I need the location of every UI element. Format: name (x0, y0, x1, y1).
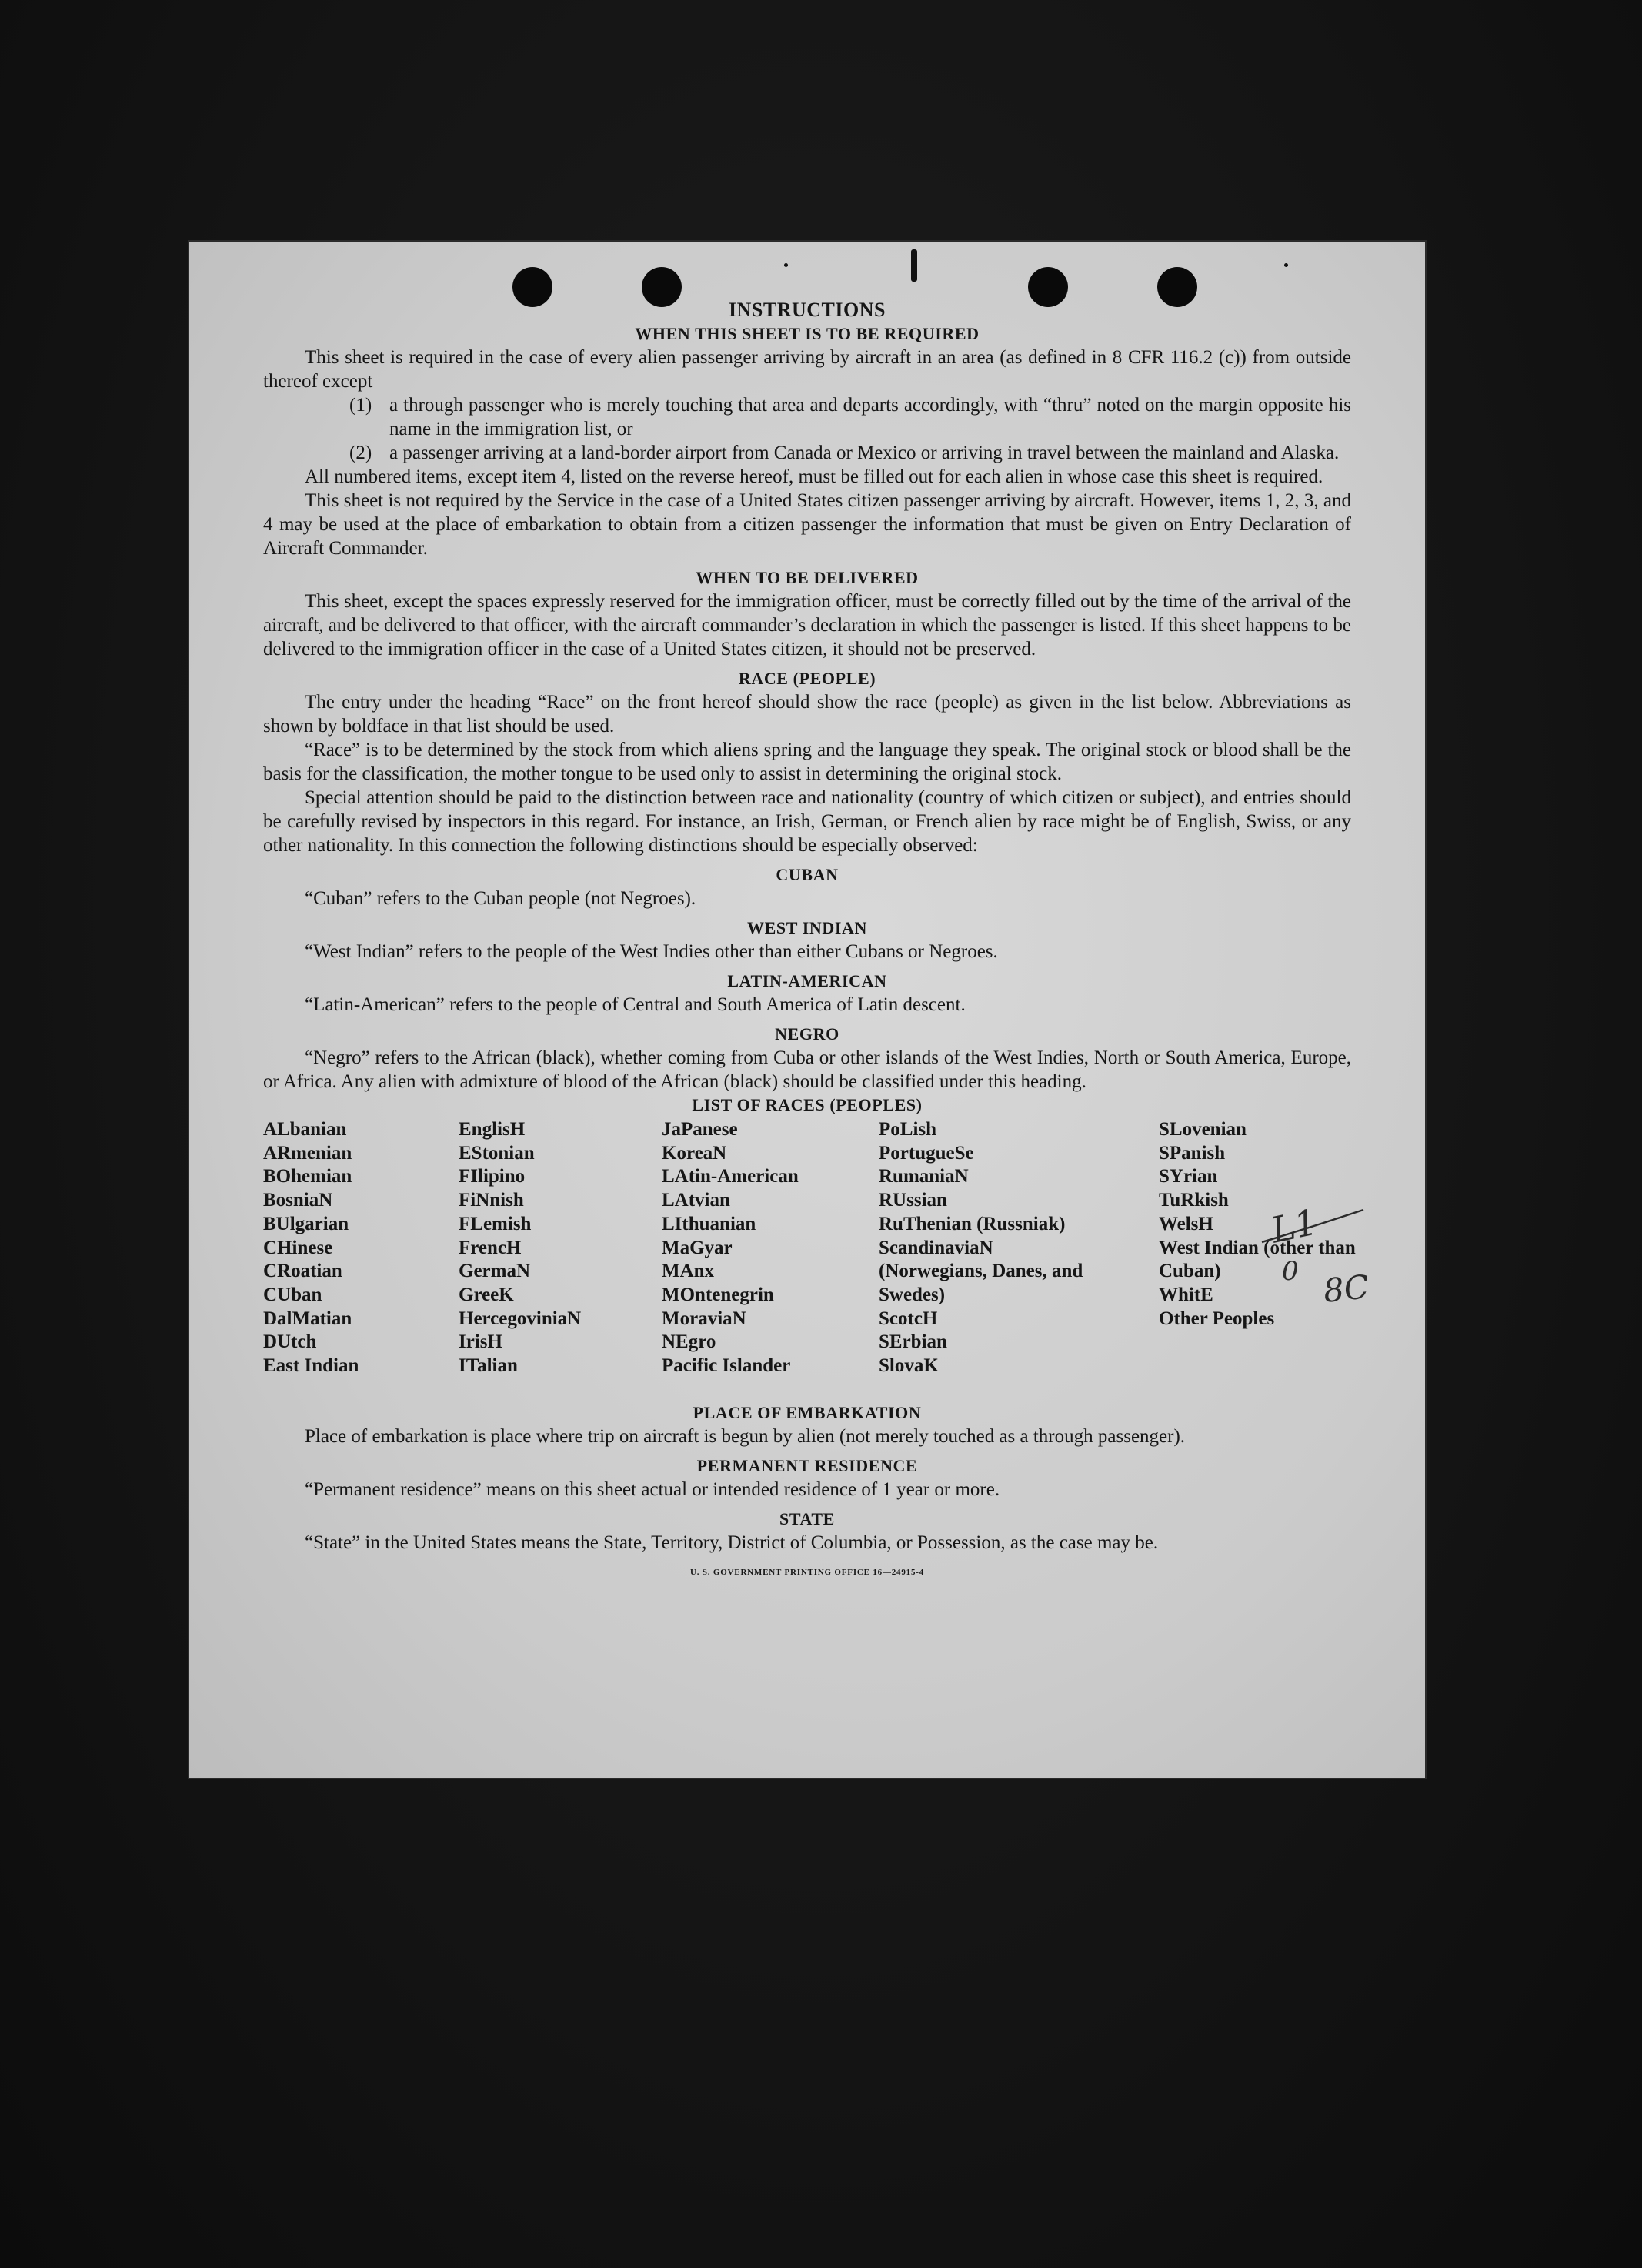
race-entry: Other Peoples (1159, 1308, 1275, 1329)
printing-office-imprint: U. S. GOVERNMENT PRINTING OFFICE 16—24915-4 (689, 1568, 925, 1577)
race-entry: ARmenian (263, 1142, 352, 1164)
race-entry: TuRkish (1159, 1190, 1229, 1211)
race-entry: MoraviaN (662, 1308, 746, 1329)
race-entry: PoLish (879, 1119, 937, 1140)
race-entry: BosniaN (263, 1190, 333, 1211)
paragraph: “Cuban” refers to the Cuban people (not Negroes). (305, 888, 696, 909)
heading-west-indian: WEST INDIAN (747, 918, 867, 937)
heading-negro: NEGRO (775, 1024, 839, 1044)
heading-latin-american: LATIN-AMERICAN (727, 971, 887, 990)
race-entry: IrisH (459, 1331, 502, 1353)
race-entry: KoreaN (662, 1142, 727, 1164)
handwritten-mark: 0 (1282, 1256, 1299, 1287)
race-entry: NEgro (662, 1331, 716, 1353)
race-entry: PortugueSe (879, 1142, 974, 1164)
race-entry: MaGyar (662, 1237, 733, 1258)
race-entry: LAtin-American (662, 1166, 799, 1187)
race-entry: ScotcH (879, 1308, 938, 1329)
item-number: (2) (349, 443, 372, 463)
race-entry: RumaniaN (879, 1166, 969, 1187)
race-entry: LIthuanian (662, 1213, 756, 1234)
race-entry: LAtvian (662, 1190, 730, 1211)
handwritten-stroke (1259, 1204, 1367, 1250)
race-entry: ITalian (459, 1355, 518, 1377)
race-entry: EStonian (459, 1142, 535, 1164)
heading-permanent-residence: PERMANENT RESIDENCE (696, 1456, 918, 1475)
race-entry: FiNnish (459, 1190, 524, 1211)
race-entry: Pacific Islander (662, 1355, 791, 1377)
heading-list-of-races: LIST OF RACES (PEOPLES) (692, 1095, 923, 1114)
instructions-body (263, 297, 1356, 1593)
heading-cuban: CUBAN (776, 865, 839, 884)
races-column (879, 1118, 1102, 1378)
paragraph: This sheet is not required by the Service in the case of a United States citizen passenger arriving by aircraft. However, items 1, 2, 3, and 4 may be used at the place of embarkation to obtain from a citizen passenger the information that must be given on Entry Declaration of Aircraft Commander. (263, 490, 1351, 559)
race-entry: JaPanese (662, 1119, 738, 1140)
document-sheet (189, 242, 1425, 1778)
race-entry: ALbanian (263, 1119, 347, 1140)
race-entry: BUlgarian (263, 1213, 349, 1234)
heading-when-required: WHEN THIS SHEET IS TO BE REQUIRED (635, 324, 980, 343)
item-number: (1) (349, 395, 372, 416)
race-entry: EnglisH (459, 1119, 526, 1140)
race-entry: RUssian (879, 1190, 947, 1211)
paragraph: “Negro” refers to the African (black), whether coming from Cuba or other islands of the West Indies, North or South America, Europe, or Africa. Any alien with admixture of blood of the African (black) should be classified under this heading. (263, 1047, 1351, 1092)
race-entry: DalMatian (263, 1308, 352, 1329)
race-entry: CRoatian (263, 1261, 342, 1282)
race-entry: FrencH (459, 1237, 522, 1258)
race-entry: MAnx (662, 1261, 715, 1282)
race-entry: ScandinaviaN (Norwegians, Danes, and Swedes) (879, 1237, 1083, 1305)
race-entry: MOntenegrin (662, 1284, 774, 1305)
races-column (459, 1118, 666, 1378)
paragraph: Place of embarkation is place where trip on aircraft is begun by alien (not merely touched as a through passenger). (305, 1426, 1186, 1447)
tear-mark (911, 249, 917, 282)
paragraph: All numbered items, except item 4, listed on the reverse hereof, must be filled out for each alien in whose case this sheet is required. (305, 466, 1323, 487)
handwritten-mark: L1 (1267, 1201, 1321, 1251)
item-text: a passenger arriving at a land-border airport from Canada or Mexico or arriving in travel between the mainland and Alaska. (389, 443, 1340, 463)
races-table (263, 1118, 1356, 1401)
race-entry: CHinese (263, 1237, 333, 1258)
race-entry: SlovaK (879, 1355, 939, 1377)
list-item (263, 393, 1351, 441)
heading-when-delivered: WHEN TO BE DELIVERED (696, 568, 919, 587)
heading-place-of-embarkation: PLACE OF EMBARKATION (693, 1403, 922, 1422)
paragraph: “Race” is to be determined by the stock from which aliens spring and the language they speak. The original stock or blood shall be the basis for the classification, the mother tongue to be used only to assist in determining the original stock. (263, 740, 1351, 784)
race-entry: FIlipino (459, 1166, 526, 1187)
paragraph: “State” in the United States means the State, Territory, District of Columbia, or Possession, as the case may be. (305, 1532, 1159, 1553)
paragraph: The entry under the heading “Race” on the front hereof should show the race (people) as given in the list below. Abbreviations as shown by boldface in that list should be used. (263, 692, 1351, 737)
paragraph: “Latin-American” refers to the people of Central and South America of Latin descent. (305, 994, 966, 1015)
document-title: INSTRUCTIONS (729, 299, 886, 321)
race-entry: WelsH (1159, 1213, 1213, 1234)
race-entry: SYrian (1159, 1166, 1218, 1187)
item-text: a through passenger who is merely touching that area and departs accordingly, with “thru” noted on the margin opposite his name in the immigration list, or (389, 395, 1351, 439)
races-column (662, 1118, 877, 1378)
handwritten-mark: 8C (1321, 1268, 1371, 1310)
heading-race: RACE (PEOPLE) (738, 669, 876, 688)
paragraph: Special attention should be paid to the distinction between race and nationality (country of which citizen or subject), and entries should be carefully revised by inspectors in this regard. For instance, an Irish, German, or French alien by race might be of English, Swiss, or any other nationality. In this connection the following distinctions should be especially observed: (263, 787, 1351, 856)
race-entry: SPanish (1159, 1142, 1226, 1164)
paragraph: “West Indian” refers to the people of the West Indies other than either Cubans or Negroes. (305, 941, 998, 962)
race-entry: WhitE (1159, 1284, 1213, 1305)
race-entry: West Indian (other than Cuban) (1159, 1237, 1356, 1282)
paragraph: This sheet, except the spaces expressly reserved for the immigration officer, must be correctly filled out by the time of the arrival of the aircraft, and be delivered to that officer, with the aircraft commander’s declaration in which the passenger is listed. If this sheet happens to be delivered to the immigration officer in the case of a United States citizen, it should not be preserved. (263, 591, 1351, 660)
tear-mark (1284, 263, 1288, 267)
race-entry: DUtch (263, 1331, 317, 1353)
race-entry: FLemish (459, 1213, 532, 1234)
list-item (263, 441, 1351, 465)
paragraph: “Permanent residence” means on this sheet actual or intended residence of 1 year or more. (305, 1479, 1000, 1500)
race-entry: GreeK (459, 1284, 514, 1305)
tear-mark (784, 263, 788, 267)
race-entry: BOhemian (263, 1166, 352, 1187)
race-entry: HercegoviniaN (459, 1308, 582, 1329)
race-entry: SErbian (879, 1331, 947, 1353)
races-column (263, 1118, 448, 1378)
heading-state: STATE (779, 1509, 835, 1528)
race-entry: East Indian (263, 1355, 359, 1377)
race-entry: RuThenian (Russniak) (879, 1213, 1066, 1234)
race-entry: CUban (263, 1284, 322, 1305)
race-entry: GermaN (459, 1261, 531, 1282)
paragraph: This sheet is required in the case of every alien passenger arriving by aircraft in an area (as defined in 8 CFR 116.2 (c)) from outside thereof except (263, 347, 1351, 392)
race-entry: SLovenian (1159, 1119, 1247, 1140)
